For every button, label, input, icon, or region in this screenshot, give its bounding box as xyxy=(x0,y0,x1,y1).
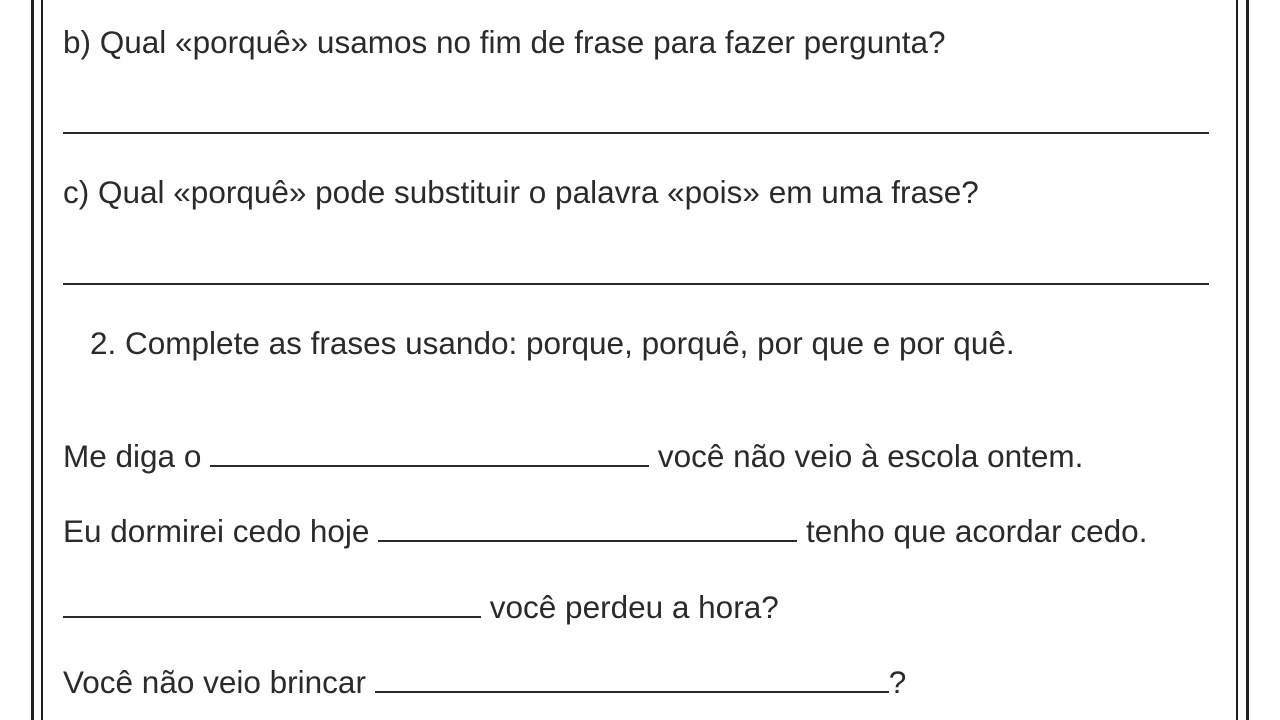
sentence-2-blank[interactable] xyxy=(378,514,797,542)
page-border-outer-left xyxy=(31,0,34,720)
exercise-2-instruction: 2. Complete as frases usando: porque, porquê, por que e por quê. xyxy=(90,325,1015,361)
sentence-4 xyxy=(63,664,906,700)
sentence-1-before: Me diga o xyxy=(63,438,202,474)
sentence-3-after: você perdeu a hora? xyxy=(489,589,779,625)
sentence-1 xyxy=(63,438,1083,474)
sentence-4-after: ? xyxy=(888,664,907,700)
page-border-outer-right xyxy=(1246,0,1249,720)
sentence-4-before: Você não veio brincar xyxy=(63,664,366,700)
answer-line-c[interactable] xyxy=(63,283,1209,285)
sentence-2-after: tenho que acordar cedo. xyxy=(805,513,1148,549)
question-c: c) Qual «porquê» pode substituir o palavra «pois» em uma frase? xyxy=(63,174,979,210)
sentence-1-after: você não veio à escola ontem. xyxy=(657,438,1084,474)
sentence-2-before: Eu dormirei cedo hoje xyxy=(63,513,370,549)
sentence-2 xyxy=(63,513,1147,549)
sentence-3-blank[interactable] xyxy=(63,590,481,618)
sentence-1-blank[interactable] xyxy=(210,439,649,467)
answer-line-b[interactable] xyxy=(63,132,1209,134)
page-border-inner-left xyxy=(41,0,43,720)
sentence-4-blank[interactable] xyxy=(375,665,889,693)
page-border-inner-right xyxy=(1236,0,1238,720)
sentence-3 xyxy=(63,589,779,625)
question-b: b) Qual «porquê» usamos no fim de frase para fazer pergunta? xyxy=(63,24,946,60)
